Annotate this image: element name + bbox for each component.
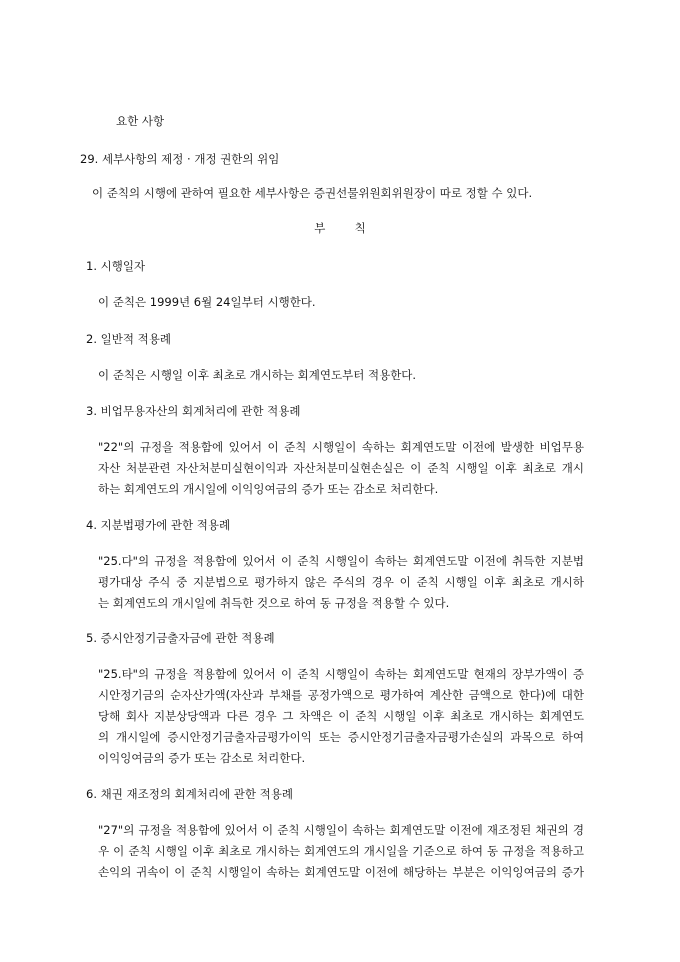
item-2-heading: 2. 일반적 적용례 [86, 332, 171, 346]
item-5-line-1: "25.타"의 규정을 적용함에 있어서 이 준칙 시행일이 속하는 회계연도말 현재의 장부가액이 증 [98, 667, 584, 681]
item-4-line-3: 는 회계연도의 개시일에 취득한 것으로 하여 동 규정을 적용할 수 있다. [98, 596, 450, 610]
item-3-line-2: 자산 처분관련 자산처분미실현이익과 자산처분미실현손실은 이 준칙 시행일 이후 최초로 개시 [98, 461, 584, 475]
continued-text-fragment: 요한 사항 [116, 114, 165, 128]
item-3-heading: 3. 비업무용자산의 회계처리에 관한 적용례 [86, 404, 301, 418]
supplementary-provisions-title: 부 칙 [314, 221, 366, 235]
section-29-heading: 29. 세부사항의 제정 · 개정 권한의 위임 [80, 152, 280, 166]
item-5-heading: 5. 증시안정기금출자금에 관한 적용례 [86, 631, 275, 645]
item-5-line-5: 이익잉여금의 증가 또는 감소로 처리한다. [98, 751, 306, 765]
item-4-heading: 4. 지분법평가에 관한 적용례 [86, 518, 231, 532]
item-4-line-1: "25.다"의 규정을 적용함에 있어서 이 준칙 시행일이 속하는 회계연도말 이전에 취득한 지분법 [98, 554, 584, 568]
item-3-line-3: 하는 회계연도의 개시일에 이익잉여금의 증가 또는 감소로 처리한다. [98, 482, 439, 496]
item-6-line-1: "27"의 규정을 적용함에 있어서 이 준칙 시행일이 속하는 회계연도말 이전에 재조정된 채권의 경 [98, 823, 584, 837]
item-1-line-1: 이 준칙은 1999년 6월 24일부터 시행한다. [98, 295, 316, 309]
item-6-line-3: 손익의 귀속이 이 준칙 시행일이 속하는 회계연도말 이전에 해당하는 부분은 이익잉여금의 증가 [98, 865, 584, 879]
item-4-line-2: 평가대상 주식 중 지분법으로 평가하지 않은 주식의 경우 이 준칙 시행일 이후 최초로 개시하 [98, 575, 584, 589]
item-6-line-2: 우 이 준칙 시행일 이후 최초로 개시하는 회계연도의 개시일을 기준으로 하여 동 규정을 적용하고 [98, 844, 584, 858]
item-5-line-3: 당해 회사 지분상당액과 다른 경우 그 차액은 이 준칙 시행일 이후 최초로 개시하는 회계연도 [98, 709, 584, 723]
item-3-line-1: "22"의 규정을 적용함에 있어서 이 준칙 시행일이 속하는 회계연도말 이전에 발생한 비업무용 [98, 440, 584, 454]
item-5-line-4: 의 개시일에 증시안정기금출자금평가이익 또는 증시안정기금출자금평가손실의 과목으로 하여 [98, 730, 584, 744]
section-29-body: 이 준칙의 시행에 관하여 필요한 세부사항은 증권선물위원회위원장이 따로 정할 수 있다. [92, 186, 533, 200]
item-2-line-1: 이 준칙은 시행일 이후 최초로 개시하는 회계연도부터 적용한다. [98, 368, 417, 382]
item-6-heading: 6. 채권 재조정의 회계처리에 관한 적용례 [86, 787, 293, 801]
item-1-heading: 1. 시행일자 [86, 259, 146, 273]
item-5-line-2: 시안정기금의 순자산가액(자산과 부채를 공정가액으로 평가하여 계산한 금액으로 한다)에 대한 [98, 688, 584, 702]
